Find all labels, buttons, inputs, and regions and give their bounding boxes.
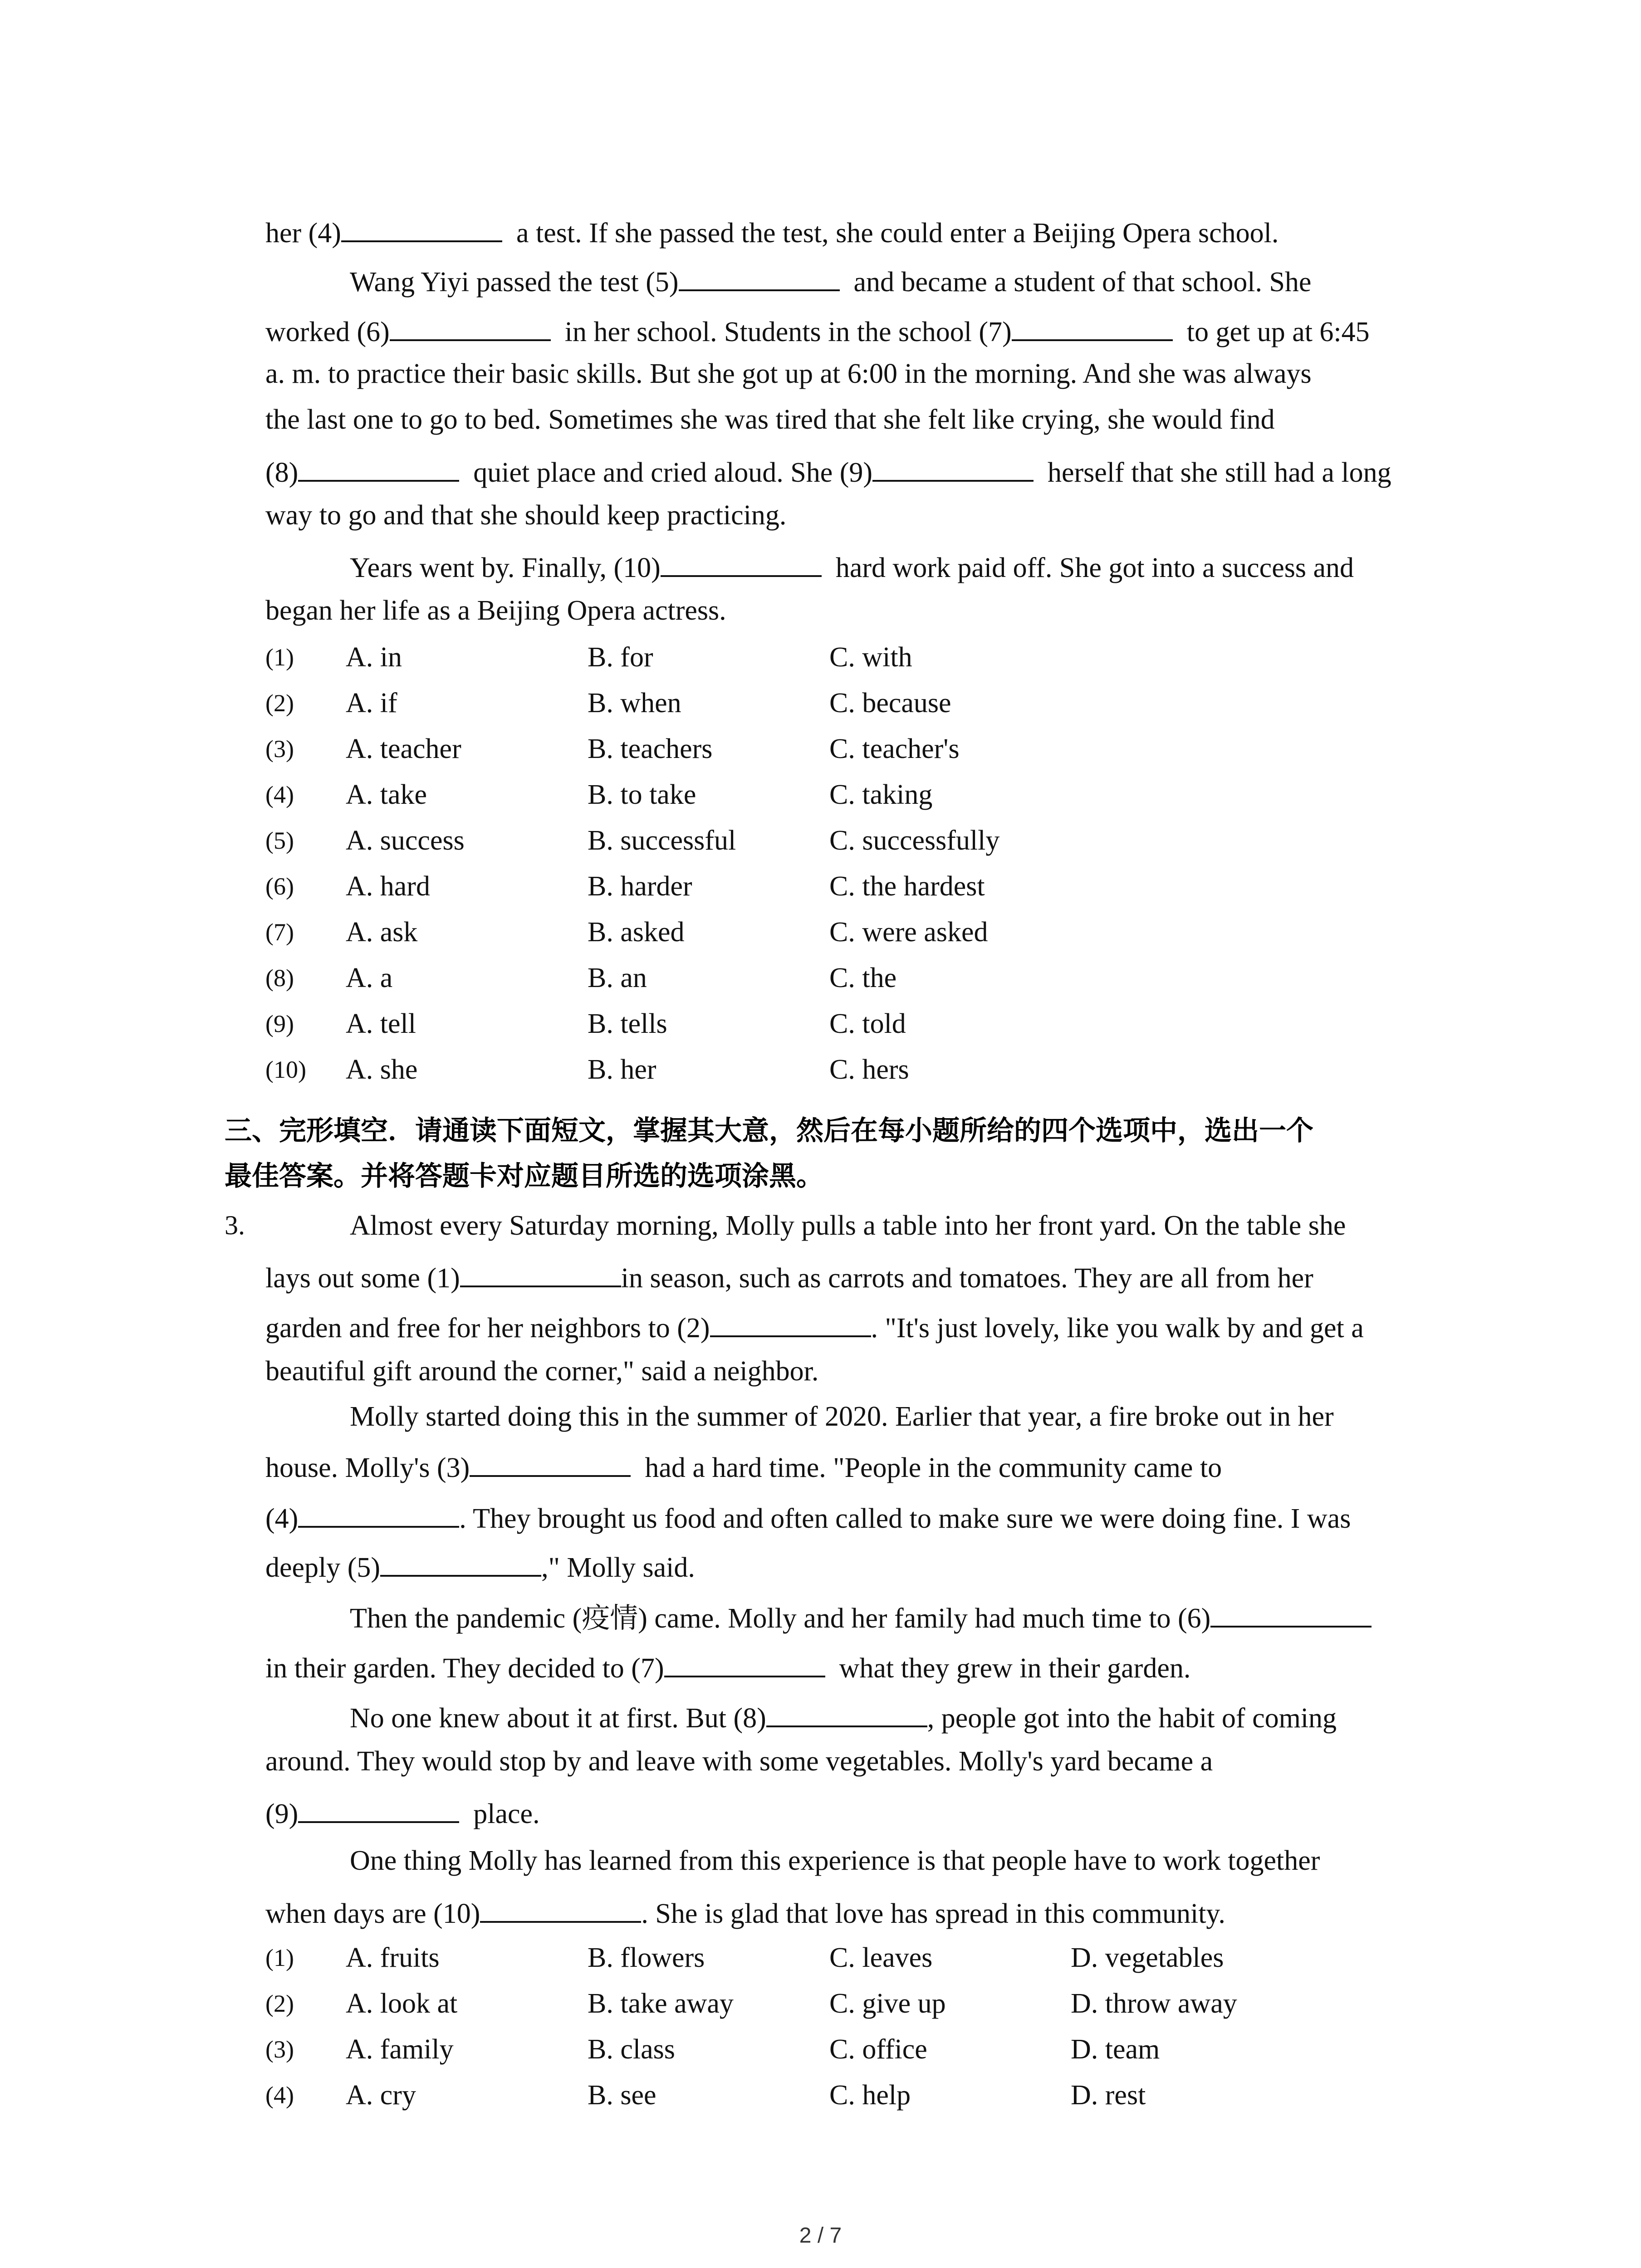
answer-blank [664,1652,825,1677]
option-c[interactable]: C. because [829,688,951,719]
option-b[interactable]: B. see [588,2080,656,2111]
passage-3-line [265,1602,1372,1633]
answer-blank [298,456,459,482]
page-number: 2 / 7 [799,2224,842,2248]
answer-blank [872,456,1034,482]
option-c[interactable]: C. office [829,2034,927,2065]
answer-blank [341,217,502,242]
option-number: (3) [265,2036,294,2063]
option-number: (4) [265,781,294,808]
passage-3-line [265,1357,818,1385]
passage-3-line [265,1897,1225,1928]
option-a[interactable]: A. she [346,1054,418,1085]
passage-text: hard work paid off. She got into a success and [821,552,1354,583]
passage-text: deeply (5) [265,1552,381,1583]
passage-text: house. Molly's (3) [265,1452,470,1483]
passage-text: began her life as a Beijing Opera actress. [265,595,726,626]
answer-blank [480,1897,641,1923]
option-number: (9) [265,1010,294,1037]
option-b[interactable]: B. take away [588,1988,734,2019]
option-b[interactable]: B. asked [588,917,685,948]
option-number: (1) [265,644,294,671]
passage-text: place. [459,1799,540,1829]
passage-3-line [265,1403,1334,1431]
option-a[interactable]: A. family [346,2034,454,2065]
option-c[interactable]: C. told [829,1008,906,1039]
passage-text: No one knew about it at first. But (8) [265,1703,766,1734]
passage-text: lays out some (1) [265,1263,460,1294]
option-b[interactable]: B. successful [588,825,736,856]
passage-2-line [265,552,1354,582]
passage-3-line [265,1798,540,1828]
passage-3-line [265,1502,1351,1533]
passage-2-line [265,266,1311,296]
passage-text: beautiful gift around the corner," said a neighbor. [265,1356,819,1387]
passage-text: worked (6) [265,317,390,347]
passage-text: Wang Yiyi passed the test (5) [265,267,679,298]
option-a[interactable]: A. in [346,642,402,673]
option-c[interactable]: C. the [829,963,897,993]
option-b[interactable]: B. for [588,642,653,673]
passage-text: . "It's just lovely, like you walk by and get a [871,1313,1364,1344]
option-c[interactable]: C. with [829,642,912,673]
answer-blank [298,1798,459,1823]
option-number: (3) [265,735,294,763]
option-a[interactable]: A. look at [346,1988,458,2019]
passage-2-line [265,406,1275,434]
option-number: (2) [265,689,294,717]
passage-2-line [265,456,1391,487]
option-b[interactable]: B. class [588,2034,675,2065]
option-b[interactable]: B. her [588,1054,656,1085]
passage-text: One thing Molly has learned from this experience is that people have to work together [265,1845,1320,1876]
passage-text: and became a student of that school. She [839,267,1312,298]
answer-blank [1012,316,1173,341]
answer-blank [661,552,822,577]
passage-text: garden and free for her neighbors to (2) [265,1313,710,1344]
option-a[interactable]: A. tell [346,1008,416,1039]
option-b[interactable]: B. harder [588,871,692,902]
passage-text: way to go and that she should keep practicing. [265,500,787,531]
answer-blank [298,1502,459,1528]
passage-text: a test. If she passed the test, she could enter a Beijing Opera school. [502,218,1279,249]
passage-text: (9) [265,1799,299,1829]
option-b[interactable]: B. to take [588,779,696,810]
option-a[interactable]: A. cry [346,2080,416,2111]
option-b[interactable]: B. tells [588,1008,667,1039]
answer-blank [1210,1602,1372,1628]
passage-2-line [265,501,786,529]
passage-3-line [265,1452,1222,1482]
answer-blank [380,1551,541,1577]
option-number: (4) [265,2082,294,2109]
answer-blank [679,266,840,291]
passage-text: quiet place and cried aloud. She (9) [459,457,873,488]
option-c[interactable]: C. hers [829,1054,909,1085]
option-c[interactable]: C. help [829,2080,911,2111]
passage-text: when days are (10) [265,1898,480,1929]
passage-text: the last one to go to bed. Sometimes she was tired that she felt like crying, she would find [265,404,1275,435]
option-b[interactable]: B. flowers [588,1942,705,1973]
option-d[interactable]: D. vegetables [1071,1942,1224,1973]
passage-text: in her school. Students in the school (7) [550,317,1012,347]
answer-blank [460,1262,621,1287]
passage-text: (4) [265,1503,299,1534]
passage-3-line [265,1312,1364,1342]
option-c[interactable]: C. taking [829,779,933,810]
passage-3-line [265,1551,695,1582]
option-c[interactable]: C. teacher's [829,733,960,764]
option-c[interactable]: C. the hardest [829,871,985,902]
option-number: (5) [265,827,294,854]
passage-text: had a hard time. "People in the community came to [631,1452,1222,1483]
option-b[interactable]: B. when [588,688,681,719]
passage-2-line [265,596,726,625]
option-number: (10) [265,1056,306,1083]
option-number: (1) [265,1944,294,1971]
passage-3-line [265,1702,1337,1732]
option-b[interactable]: B. teachers [588,733,713,764]
answer-blank [710,1312,871,1337]
option-d[interactable]: D. rest [1071,2080,1146,2111]
passage-text: ," Molly said. [541,1552,695,1583]
passage-text: her (4) [265,218,341,249]
passage-text: Molly started doing this in the summer of 2020. Earlier that year, a fire broke out in her [265,1401,1334,1432]
question-number-3: 3. [225,1210,245,1240]
passage-text: what they grew in their garden. [825,1653,1191,1684]
passage-text: . They brought us food and often called to make sure we were doing fine. I was [459,1503,1351,1534]
passage-3-line [265,1847,1320,1875]
passage-text: , people got into the habit of coming [927,1703,1337,1734]
option-a[interactable]: A. fruits [346,1942,440,1973]
option-number: (2) [265,1990,294,2017]
passage-3-line [265,1747,1213,1775]
passage-text: around. They would stop by and leave with some vegetables. Molly's yard became a [265,1746,1213,1777]
option-a[interactable]: A. teacher [346,733,461,764]
answer-blank [470,1452,631,1477]
passage-text: Years went by. Finally, (10) [265,552,661,583]
section-3-heading-line-2: 最佳答案。并将答题卡对应题目所选的选项涂黑。 [225,1160,823,1192]
option-a[interactable]: A. success [346,825,465,856]
passage-3-line [265,1652,1190,1682]
passage-text: a. m. to practice their basic skills. But she got up at 6:00 in the morning. And she was always [265,358,1312,389]
passage-text: in their garden. They decided to (7) [265,1653,664,1684]
option-c[interactable]: C. give up [829,1988,946,2019]
passage-text: in season, such as carrots and tomatoes. They are all from her [621,1263,1313,1294]
option-b[interactable]: B. an [588,963,647,993]
option-number: (8) [265,964,294,992]
answer-blank [390,316,551,341]
option-d[interactable]: D. team [1071,2034,1160,2065]
passage-text: herself that she still had a long [1034,457,1391,488]
passage-2-line [265,360,1312,388]
option-c[interactable]: C. successfully [829,825,1000,856]
passage-2-line [265,217,1279,247]
answer-blank [766,1702,927,1727]
option-c[interactable]: C. were asked [829,917,988,948]
option-c[interactable]: C. leaves [829,1942,933,1973]
passage-2-line [265,316,1370,346]
option-a[interactable]: A. ask [346,917,418,948]
passage-text: Almost every Saturday morning, Molly pulls a table into her front yard. On the table she [265,1210,1346,1241]
option-number: (7) [265,919,294,946]
option-a[interactable]: A. if [346,688,397,719]
passage-text: (8) [265,457,299,488]
option-a[interactable]: A. hard [346,871,430,902]
passage-text: to get up at 6:45 [1172,317,1370,347]
option-a[interactable]: A. a [346,963,393,993]
passage-3-line [265,1262,1313,1292]
option-a[interactable]: A. take [346,779,427,810]
option-number: (6) [265,873,294,900]
passage-text: . She is glad that love has spread in this community. [641,1898,1225,1929]
passage-3-line [265,1212,1346,1240]
section-3-heading-line-1: 三、完形填空．请通读下面短文，掌握其大意，然后在每小题所给的四个选项中，选出一个 [225,1115,1313,1147]
option-d[interactable]: D. throw away [1071,1988,1237,2019]
passage-text: Then the pandemic (疫情) came. Molly and her family had much time to (6) [265,1603,1211,1634]
